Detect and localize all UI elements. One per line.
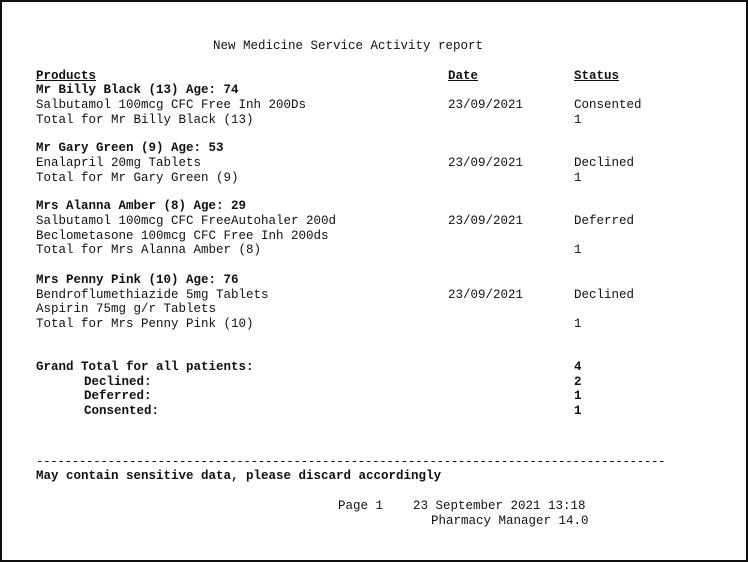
product-name: Beclometasone 100mcg CFC Free Inh 200ds bbox=[36, 229, 329, 243]
product-date: 23/09/2021 bbox=[448, 214, 524, 228]
product-name: Salbutamol 100mcg CFC Free Inh 200Ds bbox=[36, 98, 307, 112]
patient-total-value: 1 bbox=[574, 317, 582, 331]
header-status: Status bbox=[574, 69, 620, 83]
patient-name: Mrs Alanna Amber (8) Age: 29 bbox=[36, 199, 247, 213]
product-date: 23/09/2021 bbox=[448, 156, 524, 170]
product-status: Declined bbox=[574, 288, 635, 302]
patient-total-label: Total for Mr Billy Black (13) bbox=[36, 113, 254, 127]
app-version: Pharmacy Manager 14.0 bbox=[431, 514, 589, 528]
product-status: Deferred bbox=[574, 214, 635, 228]
product-status: Consented bbox=[574, 98, 642, 112]
footer-divider: ---------------------------------------------------------------------------------------- bbox=[36, 455, 666, 469]
patient-total-value: 1 bbox=[574, 171, 582, 185]
patient-total-label: Total for Mrs Alanna Amber (8) bbox=[36, 243, 262, 257]
sensitive-data-notice: May contain sensitive data, please discard accordingly bbox=[36, 469, 442, 483]
deferred-value: 1 bbox=[574, 389, 582, 403]
patient-name: Mr Billy Black (13) Age: 74 bbox=[36, 83, 239, 97]
page-number: Page 1 bbox=[338, 499, 384, 513]
product-name: Bendroflumethiazide 5mg Tablets bbox=[36, 288, 269, 302]
patient-total-value: 1 bbox=[574, 243, 582, 257]
product-date: 23/09/2021 bbox=[448, 288, 524, 302]
product-name: Enalapril 20mg Tablets bbox=[36, 156, 202, 170]
product-date: 23/09/2021 bbox=[448, 98, 524, 112]
report-datetime: 23 September 2021 13:18 bbox=[413, 499, 586, 513]
product-name: Salbutamol 100mcg CFC FreeAutohaler 200d bbox=[36, 214, 337, 228]
declined-value: 2 bbox=[574, 375, 582, 389]
declined-label: Declined: bbox=[84, 375, 152, 389]
consented-label: Consented: bbox=[84, 404, 160, 418]
header-date: Date bbox=[448, 69, 479, 83]
patient-total-label: Total for Mr Gary Green (9) bbox=[36, 171, 239, 185]
patient-total-label: Total for Mrs Penny Pink (10) bbox=[36, 317, 254, 331]
product-name: Aspirin 75mg g/r Tablets bbox=[36, 302, 217, 316]
patient-total-value: 1 bbox=[574, 113, 582, 127]
patient-name: Mr Gary Green (9) Age: 53 bbox=[36, 141, 224, 155]
patient-name: Mrs Penny Pink (10) Age: 76 bbox=[36, 273, 239, 287]
deferred-label: Deferred: bbox=[84, 389, 152, 403]
grand-total-value: 4 bbox=[574, 360, 582, 374]
consented-value: 1 bbox=[574, 404, 582, 418]
grand-total-label: Grand Total for all patients: bbox=[36, 360, 254, 374]
report-title: New Medicine Service Activity report bbox=[213, 39, 484, 53]
product-status: Declined bbox=[574, 156, 635, 170]
header-products: Products bbox=[36, 69, 97, 83]
